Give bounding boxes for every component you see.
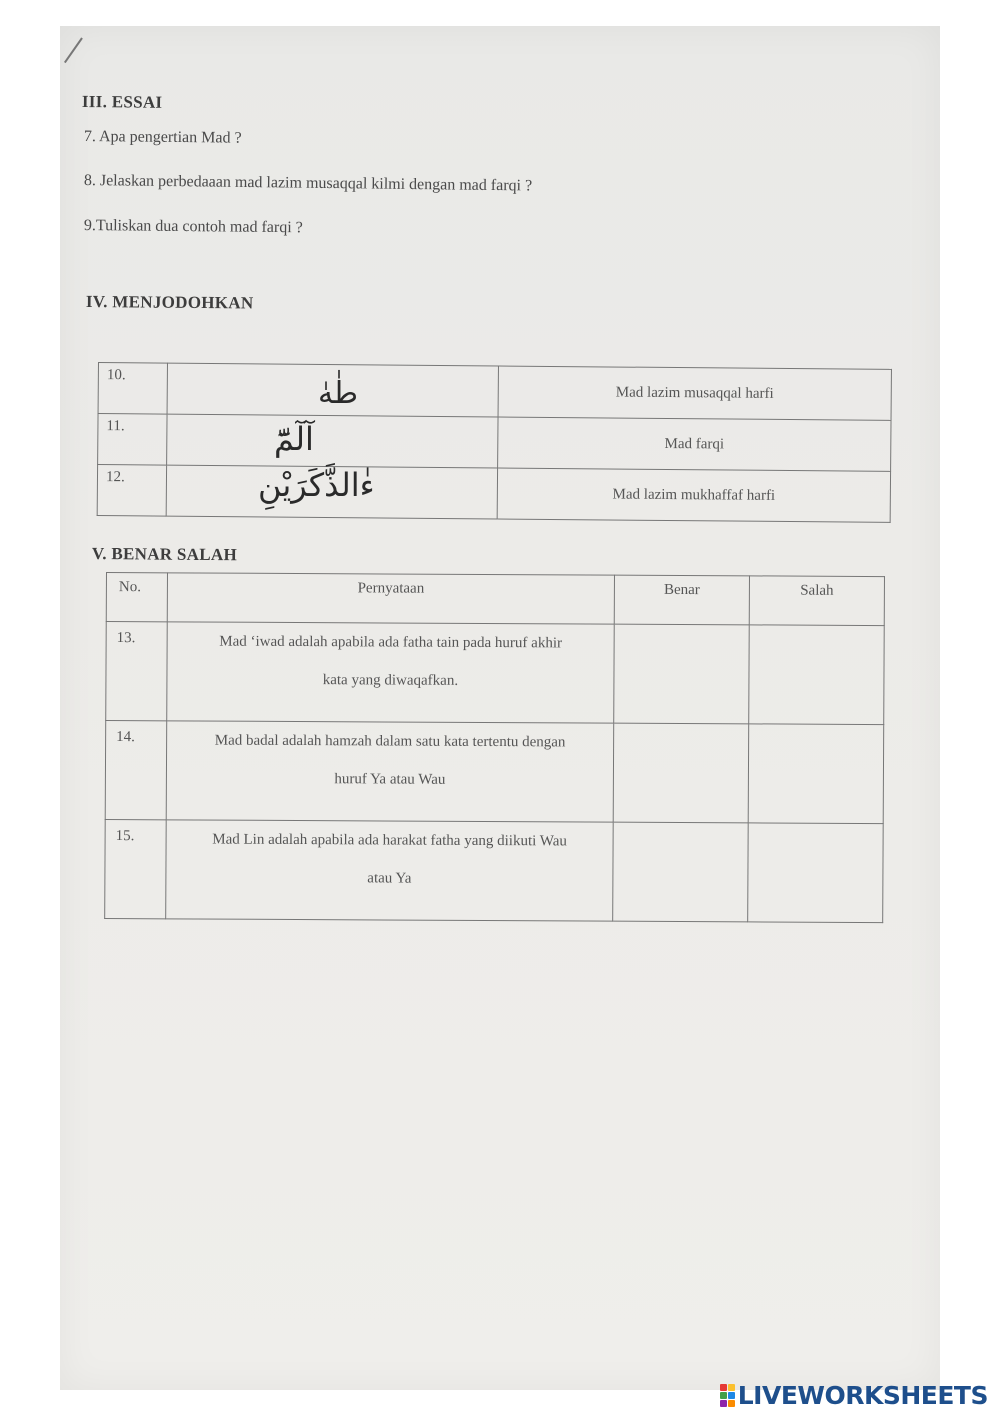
statement-number: 13. xyxy=(106,622,168,721)
true-answer-box[interactable] xyxy=(613,723,749,823)
matching-row xyxy=(98,414,891,472)
false-answer-box[interactable] xyxy=(749,625,885,725)
statement-text xyxy=(166,721,614,822)
header-false: Salah xyxy=(749,576,884,626)
arabic-word-adh-dhakarain: ءٰالذَّكَرَيْنِ xyxy=(258,466,375,504)
statement-text xyxy=(167,622,615,723)
table-header-row xyxy=(106,573,884,626)
table-row xyxy=(105,721,884,824)
true-false-table xyxy=(104,572,885,923)
header-no: No. xyxy=(106,573,167,622)
liveworksheets-wordmark: LIVEWORKSHEETS xyxy=(737,1380,988,1410)
arabic-word-taha: طٰهٰ xyxy=(318,376,358,411)
matching-number: 10. xyxy=(98,363,167,415)
statement-text xyxy=(166,820,614,921)
matching-row xyxy=(98,363,891,421)
statement-line-1: Mad Lin adalah apabila ada harakat fatha yang diikuti Wau xyxy=(212,831,567,850)
matching-table xyxy=(97,362,892,523)
header-statement: Pernyataan xyxy=(167,573,614,624)
statement-number: 14. xyxy=(105,721,167,820)
statement-line-1: Mad ‘iwad adalah apabila ada fatha tain pada huruf akhir xyxy=(219,633,563,652)
false-answer-box[interactable] xyxy=(748,724,884,824)
table-row xyxy=(106,622,885,725)
statement-line-2: huruf Ya atau Wau xyxy=(334,771,446,788)
header-true: Benar xyxy=(614,575,749,625)
question-8: 8. Jelaskan perbedaaan mad lazim musaqqal kilmi dengan mad farqi ? xyxy=(83,172,533,195)
statement-line-2: atau Ya xyxy=(367,870,412,887)
liveworksheets-logo-icon xyxy=(720,1384,735,1407)
table-row xyxy=(105,819,884,922)
matching-option[interactable]: Mad lazim musaqqal harfi xyxy=(498,366,891,420)
matching-number: 12. xyxy=(97,465,166,517)
statement-number: 15. xyxy=(105,819,167,918)
question-9: 9.Tuliskan dua contoh mad farqi ? xyxy=(83,217,303,237)
matching-arabic-cell xyxy=(167,414,498,468)
false-answer-box[interactable] xyxy=(748,823,884,923)
matching-option[interactable]: Mad lazim mukhaffaf harfi xyxy=(497,468,890,522)
statement-line-1: Mad badal adalah hamzah dalam satu kata tertentu dengan xyxy=(214,732,566,751)
section-3-heading: III. ESSAI xyxy=(81,92,163,112)
paper-fold-mark xyxy=(64,37,116,86)
liveworksheets-logo xyxy=(720,1380,988,1410)
section-4-heading: IV. MENJODOHKAN xyxy=(85,292,254,313)
question-7: 7. Apa pengertian Mad ? xyxy=(83,128,242,147)
section-5-heading: V. BENAR SALAH xyxy=(91,544,238,565)
true-answer-box[interactable] xyxy=(614,624,750,724)
matching-number: 11. xyxy=(98,414,167,466)
matching-row xyxy=(97,465,890,523)
arabic-word-alif-lam-mim: آلٓمّٓ xyxy=(274,420,314,458)
matching-option[interactable]: Mad farqi xyxy=(498,417,891,471)
statement-line-2: kata yang diwaqafkan. xyxy=(322,672,459,689)
true-answer-box[interactable] xyxy=(613,822,749,922)
